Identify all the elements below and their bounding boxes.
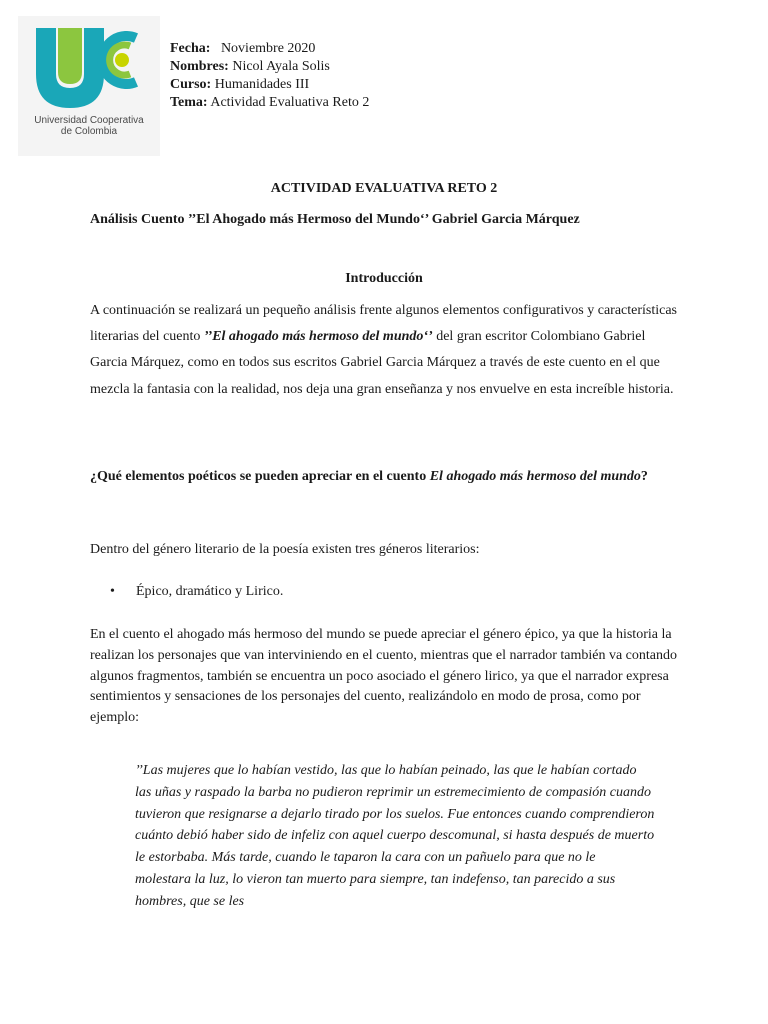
question-emphasis: El ahogado más hermoso del mundo: [429, 469, 641, 484]
document-subtitle: Análisis Cuento ’’El Ahogado más Hermoso del Mundo‘’ Gabriel Garcia Márquez: [90, 212, 580, 227]
meta-fecha: [170, 40, 369, 58]
list-item: [110, 582, 283, 602]
document-title: ACTIVIDAD EVALUATIVA RETO 2: [270, 181, 498, 196]
fecha-label: Fecha:: [170, 41, 211, 56]
nombres-value: Nicol Ayala Solis: [232, 59, 330, 74]
genres-intro: Dentro del género literario de la poesía existen tres géneros literarios:: [90, 542, 480, 557]
logo-line-1: Universidad Cooperativa: [34, 115, 144, 126]
fecha-value: Noviembre 2020: [220, 41, 316, 56]
nombres-label: Nombres:: [170, 59, 229, 74]
block-quote: [135, 760, 655, 913]
quote-mark: ’’: [135, 763, 143, 778]
tema-label: Tema:: [170, 95, 208, 110]
question-heading: [90, 466, 670, 488]
curso-value: Humanidades III: [214, 77, 310, 92]
meta-tema: [170, 94, 369, 112]
tema-value: Actividad Evaluativa Reto 2: [210, 95, 370, 110]
meta-nombres: [170, 58, 369, 76]
bullet-text: Épico, dramático y Lirico.: [136, 584, 284, 599]
logo-wordmark: [18, 115, 160, 137]
header-meta: [170, 40, 369, 112]
meta-curso: [170, 76, 369, 94]
intro-text-2: del gran escritor Colombiano Gabriel Garcia Márquez, como en todos sus escritos Gabriel Garcia Márquez a través de este cuento en el que mezcla la fantasia con la realidad, nos deja una gran enseñanza y nos envuelve en esta increíble historia.: [90, 329, 674, 397]
curso-label: Curso:: [170, 77, 212, 92]
logo-line-2: de Colombia: [60, 126, 118, 137]
intro-emphasis: ’’El ahogado más hermoso del mundo‘’: [203, 329, 433, 345]
analysis-paragraph: En el cuento el ahogado más hermoso del mundo se puede apreciar el género épico, ya que la historia la realizan los personajes que van interviniendo en el cuento, mientras que el narrador también va contando algunos fragmentos, también se encuentra un poco asociado el género lirico, ya que el narrador expresa sentimientos y sensaciones de los personajes del cuento, realizándolo en modo de prosa, como por ejemplo:: [90, 627, 678, 726]
university-logo: [18, 16, 160, 156]
bullet-marker: •: [110, 584, 115, 599]
intro-heading: Introducción: [345, 271, 423, 286]
question-text-2: ?: [640, 469, 648, 484]
intro-paragraph: [90, 298, 680, 403]
intro-text-1: A continuación se realizará un pequeño análisis frente algunos elementos configurativos y características literarias del cuento: [90, 303, 678, 345]
quote-text: Las mujeres que lo habían vestido, las que lo habían peinado, las que le habían cortado las uñas y raspado la barba no pudieron reprimir un estremecimiento de compasión cuando tuvieron que resignarse a dejarlo tirado por los suelos. Fue entonces cuando comprendieron cuánto debió haber sido de infeliz con aquel cuerpo descomunal, si hasta después de muerto le estorbaba. Más tarde, cuando le taparon la cara con un pañuelo para que no le molestara la luz, lo vieron tan muerto para siempre, tan indefenso, tan parecido a sus hombres, que se les: [135, 763, 655, 909]
uc-logo-icon: [18, 16, 160, 116]
question-text-1: ¿Qué elementos poéticos se pueden apreciar en el cuento: [90, 469, 430, 484]
